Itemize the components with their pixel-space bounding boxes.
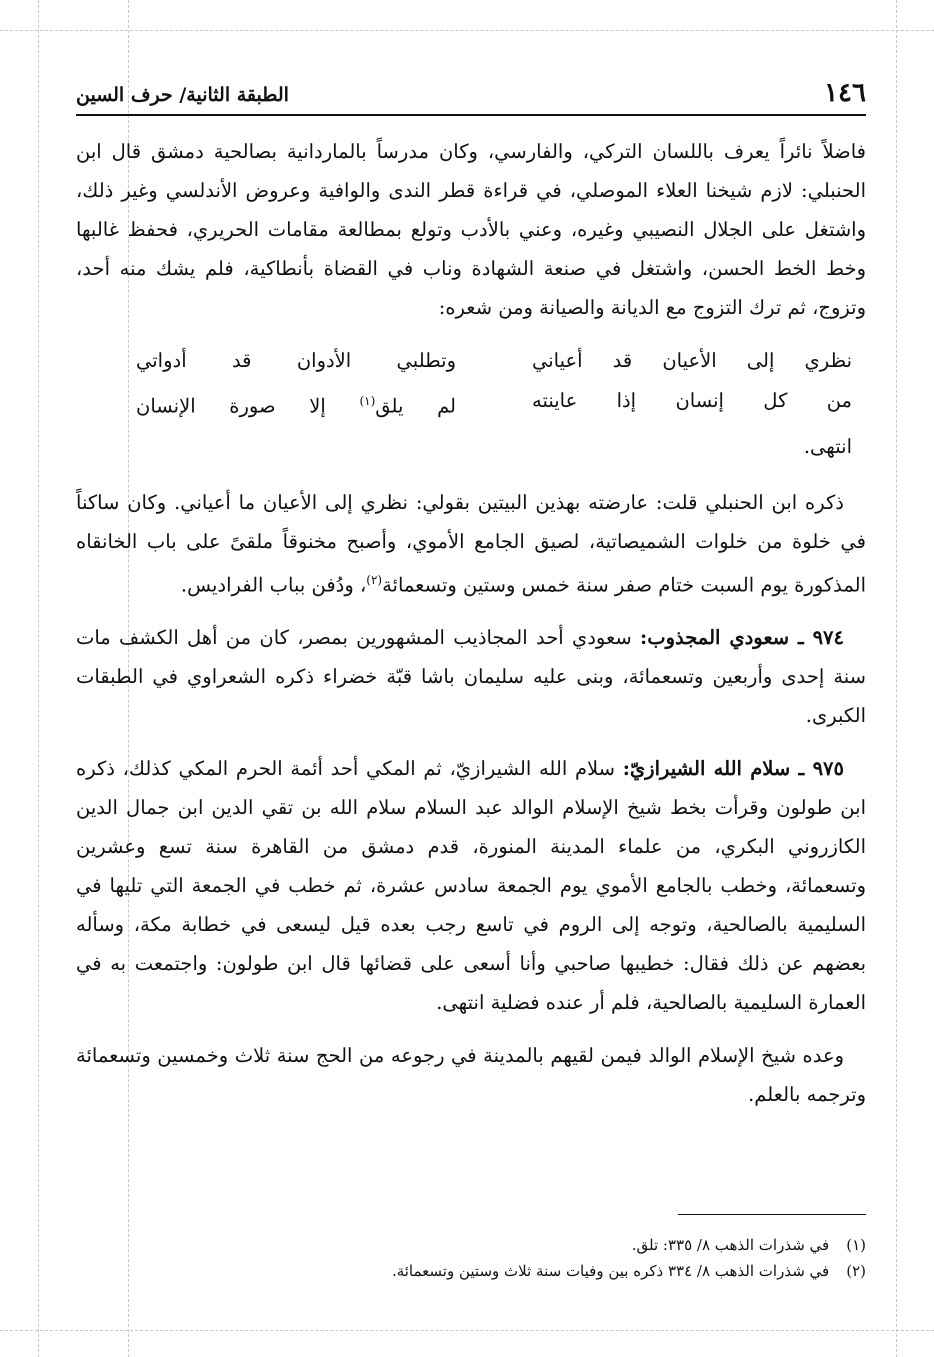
entry-text: سلام الله الشيرازيّ، ثم المكي أحد أئمة الحرم المكي كذلك، ذكره ابن طولون وقرأت بخط شيخ الإسلام الوالد عبد السلام سلام الله بن تقي الدين ابن جمال الدين الكازروني البكري، من علماء المدينة المنورة، قدم دمشق من القاهرة سنة تسع وعشرين وتسعمائة، وخطب بالجامع الأموي يوم الجمعة سادس عشرة، ثم خطب في الجمعة التي تليها في السليمية بالصالحية، وتوجه إلى الروم في تاسع رجب بعده قيل ليسعى في خطابة مكة، وسأله بعضهم عن ذلك فقال: خطيبها صاحبي وأنا أسعى على قضائها قال ابن طولون: واجتمعت به في العمارة السليمية بالصالحية، فلم أر عنده فضلية انتهى. bbox=[76, 757, 866, 1014]
verse-second-hemistich bbox=[136, 381, 456, 427]
page-body bbox=[76, 132, 866, 1128]
verse-first-hemistich: من كل إنسان إذا عاينته bbox=[532, 389, 852, 412]
footnote bbox=[76, 1232, 866, 1258]
poem-verse bbox=[136, 381, 852, 427]
scan-guide-line bbox=[0, 30, 934, 31]
poem-verse bbox=[136, 341, 852, 381]
footnote-number: (٢) bbox=[846, 1262, 866, 1280]
scan-guide-line bbox=[38, 0, 39, 1357]
footnote-divider bbox=[678, 1214, 866, 1215]
poem bbox=[76, 341, 866, 427]
page-number: ١٤٦ bbox=[824, 78, 866, 108]
scan-guide-line bbox=[896, 0, 897, 1357]
entry-heading: ٩٧٥ ـ سلام الله الشيرازيّ: bbox=[622, 757, 844, 780]
verse-text: لم يلق bbox=[375, 394, 456, 418]
verse-second-hemistich: وتطلبي الأدوان قد أدواتي bbox=[136, 349, 456, 372]
poem-end: انتهى. bbox=[803, 434, 852, 458]
footnote bbox=[76, 1258, 866, 1284]
paragraph-text: ، ودُفن بباب الفراديس. bbox=[180, 573, 367, 596]
footnotes bbox=[76, 1232, 866, 1284]
verse-first-hemistich: نظري إلى الأعيان قد أعياني bbox=[532, 349, 852, 372]
footnote-marker[interactable]: (٢) bbox=[366, 572, 383, 587]
page-header bbox=[76, 78, 866, 116]
scan-guide-line bbox=[0, 1330, 934, 1331]
paragraph: وعده شيخ الإسلام الوالد فيمن لقيهم بالمدينة في رجوعه من الحج سنة ثلاث وخمسين وتسعمائة وترجمه بالعلم. bbox=[76, 1044, 866, 1106]
running-title: الطبقة الثانية/ حرف السين bbox=[76, 84, 289, 106]
verse-text: إلا صورة الإنسان bbox=[136, 394, 360, 418]
footnote-number: (١) bbox=[846, 1236, 866, 1254]
paragraph-text: ذكره ابن الحنبلي قلت: عارضته بهذين البيتين بقولي: نظري إلى الأعيان ما أعياني. وكان ساكناً في خلوة من خلوات الشميصاتية، لصيق الجامع الأموي، وأصبح مخنوقاً ملقىً على باب الخانقاه المذكورة يوم السبت ختام صفر سنة خمس وستين وتسعمائة bbox=[76, 490, 866, 596]
entry-975 bbox=[76, 749, 866, 1022]
footnote-text: في شذرات الذهب ٨/ ٣٣٤ ذكره بين وفيات سنة ثلاث وستين وتسعمائة. bbox=[391, 1262, 830, 1280]
entry-text: سعودي أحد المجاذيب المشهورين بمصر، كان من أهل الكشف مات سنة إحدى وأربعين وتسعمائة، وبنى عليه سليمان باشا قبّة خضراء ذكره الشعراوي في الطبقات الكبرى. bbox=[76, 626, 866, 727]
paragraph bbox=[76, 483, 866, 605]
entry-heading: ٩٧٤ ـ سعودي المجذوب: bbox=[640, 626, 844, 649]
footnote-text: في شذرات الذهب ٨/ ٣٣٥: تلق. bbox=[631, 1236, 830, 1254]
paragraph: فاضلاً نائراً يعرف باللسان التركي، والفارسي، وكان مدرساً بالماردانية بصالحية دمشق قال ابن الحنبلي: لازم شيخنا العلاء الموصلي، في قراءة قطر الندى والوافية وعروض الأندلسي وغير ذلك، واشتغل على الجلال النصيبي وغيره، وعني بالأدب وتولع بمطالعة مقامات الحريري، فحفظ غالبها وخط الخط الحسن، واشتغل في صنعة الشهادة وناب في القضاة بأنطاكية، فلم يشك منه أحد، وتزوج، ثم ترك التزوج مع الديانة والصيانة ومن شعره: bbox=[76, 140, 866, 319]
footnote-marker[interactable]: (١) bbox=[359, 394, 376, 408]
entry-974 bbox=[76, 618, 866, 735]
